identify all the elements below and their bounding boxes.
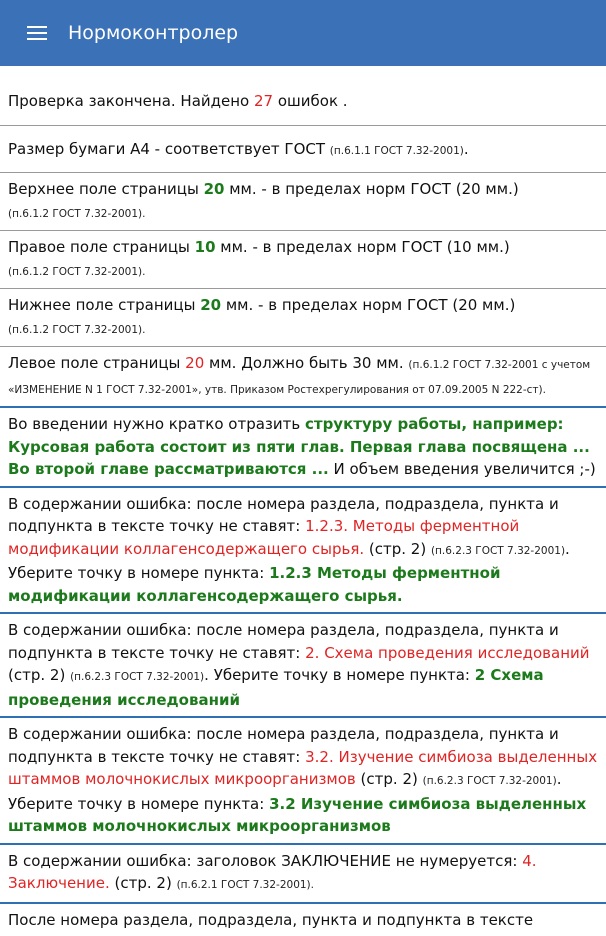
contents-error-item [0,614,606,718]
bottom-text: Нижнее поле страницы [8,296,200,314]
period: . [142,266,145,278]
top-norm: мм. - в пределах норм ГОСТ (20 мм.) [224,180,518,198]
fix-text: . Уберите точку в номере пункта: [204,666,475,684]
paper-text: Размер бумаги А4 - соответствует ГОСТ [8,140,330,158]
left-margin-item [0,347,606,408]
fix-text: . Уберите точку в номере пункта: [8,540,570,583]
intro-item [0,408,606,488]
top-text: Верхнее поле страницы [8,180,204,198]
page-ref: (стр. 2) [364,540,431,558]
paper-size-item [0,126,606,174]
intro-text: Во введении нужно кратко отразить [8,415,305,433]
app-bar [0,0,606,66]
wrong-heading: 2. Схема проведения исследований [305,644,589,662]
gost-ref: (п.6.1.2 ГОСТ 7.32-2001) [8,266,142,278]
gost-ref: (п.6.1.1 ГОСТ 7.32-2001) [330,145,464,157]
error-count: 27 [254,92,273,110]
gost-ref: (п.6.1.2 ГОСТ 7.32-2001) [8,208,142,220]
last-text: После номера раздела, подраздела, пункта и подпункта в тексте [8,911,533,929]
gost-ref: (п.6.1.2 ГОСТ 7.32-2001 с учетом «ИЗМЕНЕНИЕ N 1 ГОСТ 7.32-2001», утв. Приказом Ростехрегулирования от 07.09.2005 N 222-ст) [8,359,590,396]
intro-tail: И объем введения увеличится ;-) [329,460,596,478]
fix-text: . Уберите точку в номере пункта: [8,770,561,813]
error-text: В содержании ошибка: после номера раздела, подраздела, пункта и подпункта в тексте точку не ставят: [8,495,559,536]
right-text: Правое поле страницы [8,238,195,256]
conclusion-error-item [0,845,606,904]
period: . [543,384,546,396]
wrong-heading: 3.2. Изучение симбиоза выделенных штаммов молочнокислых микроорганизмов [8,748,597,789]
menu-icon[interactable] [27,26,47,40]
contents-error-item [0,718,606,845]
page-ref: (стр. 2) [356,770,423,788]
gost-ref: (п.6.1.2 ГОСТ 7.32-2001) [8,324,142,336]
period: . [464,140,469,158]
bottom-value: 20 [200,296,221,314]
error-text: В содержании ошибка: после номера раздела, подраздела, пункта и подпункта в тексте точку не ставят: [8,621,559,662]
period: . [311,879,314,891]
period: . [142,324,145,336]
top-margin-item [0,173,606,231]
summary-item [0,74,606,126]
summary-text: Проверка закончена. Найдено [8,92,254,110]
right-norm: мм. - в пределах норм ГОСТ (10 мм.) [216,238,510,256]
gost-ref: (п.6.2.3 ГОСТ 7.32-2001) [70,671,204,683]
period: . [142,208,145,220]
right-margin-item [0,231,606,289]
left-norm: мм. Должно быть 30 мм. [204,354,408,372]
last-item [0,904,606,936]
wrong-heading: 4. Заключение. [8,852,537,893]
gost-ref: (п.6.2.3 ГОСТ 7.32-2001) [431,545,565,557]
wrong-heading: 1.2.3. Методы ферментной модификации коллагенсодержащего сырья. [8,517,519,558]
correct-heading: 2 Схема проведения исследований [8,666,544,709]
intro-example: структуру работы, например: Курсовая работа состоит из пяти глав. Первая глава посвящена ... Во второй главе рассматриваются ... [8,415,590,478]
summary-tail: ошибок . [273,92,347,110]
error-text: В содержании ошибка: после номера раздела, подраздела, пункта и подпункта в тексте точку не ставят: [8,725,559,766]
left-value: 20 [185,354,204,372]
gost-ref: (п.6.2.1 ГОСТ 7.32-2001) [177,879,311,891]
results-list[interactable] [0,66,606,936]
page-ref: (стр. 2) [8,666,70,684]
gost-ref: (п.6.2.3 ГОСТ 7.32-2001) [423,775,557,787]
contents-error-item [0,488,606,615]
page-ref: (стр. 2) [110,874,177,892]
bottom-norm: мм. - в пределах норм ГОСТ (20 мм.) [221,296,515,314]
left-text: Левое поле страницы [8,354,185,372]
correct-heading: 1.2.3 Методы ферментной модификации коллагенсодержащего сырья. [8,564,500,605]
app-title: Нормоконтролер [68,22,238,44]
bottom-margin-item [0,289,606,347]
right-value: 10 [195,238,216,256]
correct-heading: 3.2 Изучение симбиоза выделенных штаммов молочнокислых микроорганизмов [8,795,586,836]
top-value: 20 [204,180,225,198]
error-text: В содержании ошибка: заголовок ЗАКЛЮЧЕНИЕ не нумеруется: [8,852,522,870]
